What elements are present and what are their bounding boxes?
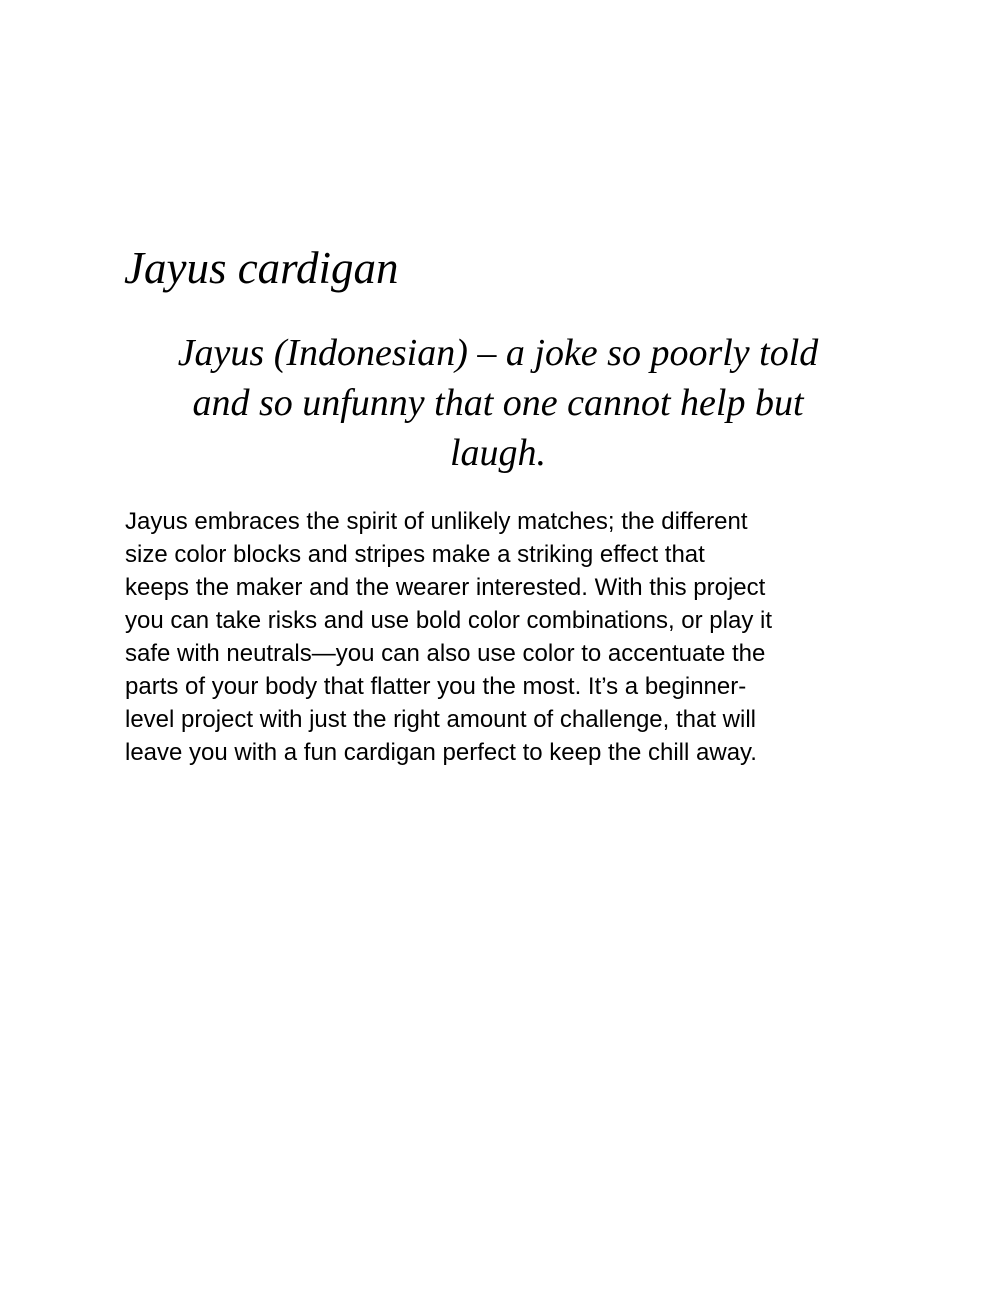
definition-line: laugh. xyxy=(449,432,547,474)
paragraph-line: level project with just the right amount of challenge, that will xyxy=(125,706,756,733)
paragraph-line: Jayus embraces the spirit of unlikely matches; the different xyxy=(125,508,748,535)
paragraph-line: keeps the maker and the wearer interested. With this project xyxy=(125,574,766,601)
description-paragraph xyxy=(125,505,885,769)
paragraph-line: safe with neutrals—you can also use color to accentuate the xyxy=(125,640,766,667)
paragraph-line: parts of your body that flatter you the most. It’s a beginner- xyxy=(125,673,747,700)
paragraph-line: leave you with a fun cardigan perfect to keep the chill away. xyxy=(125,739,757,766)
page-title: Jayus cardigan xyxy=(124,243,399,293)
definition-epigraph xyxy=(124,328,872,478)
paragraph-line: you can take risks and use bold color combinations, or play it xyxy=(125,607,773,634)
paragraph-line: size color blocks and stripes make a striking effect that xyxy=(125,541,705,568)
definition-line: and so unfunny that one cannot help but xyxy=(192,382,804,424)
definition-line: Jayus (Indonesian) – a joke so poorly told xyxy=(177,332,819,374)
